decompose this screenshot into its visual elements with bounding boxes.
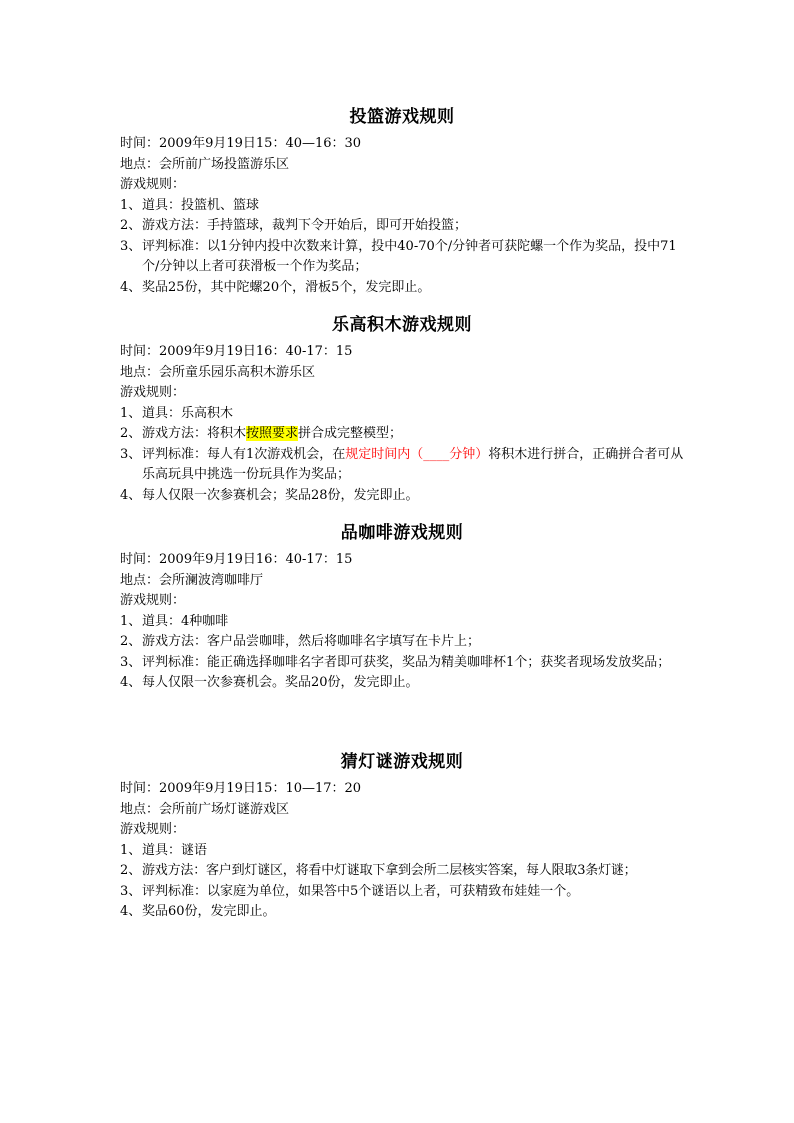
rule-item (120, 445, 690, 486)
section-lantern-riddles (120, 751, 690, 923)
rule-item (120, 861, 690, 882)
rule-text (142, 424, 690, 445)
rule-item (120, 196, 690, 217)
rule-number: 4、 (120, 279, 142, 295)
rule-text: 道具：4种咖啡 (142, 613, 229, 629)
section-title: 品咖啡游戏规则 (340, 523, 464, 543)
rule-number: 1、 (120, 197, 142, 213)
rule-number: 4、 (120, 904, 142, 919)
rule-text (142, 445, 690, 486)
rule-text: 每人仅限一次参赛机会；奖品28份，发完即止。 (142, 487, 419, 503)
rule-text: 游戏方法：手持篮球，裁判下令开始后，即可开始投篮； (142, 218, 468, 233)
time-line: 时间：2009年9月19日15：10—17：20 (120, 781, 362, 796)
rule-item (120, 612, 690, 633)
rule-number: 2、 (120, 426, 142, 441)
place-line: 地点：会所童乐园乐高积木游乐区 (120, 364, 316, 380)
section-title: 投篮游戏规则 (349, 107, 455, 127)
red-text: 规定时间内（____分钟） (345, 446, 489, 462)
rule-item (120, 278, 690, 299)
rule-item (120, 486, 690, 507)
rule-item (120, 216, 690, 237)
time-line: 时间：2009年9月19日16：40-17：15 (120, 552, 353, 567)
section-basketball (120, 106, 690, 298)
place-line: 地点：会所前广场投篮游乐区 (120, 156, 290, 172)
rule-number: 3、 (120, 238, 142, 254)
rule-number: 3、 (120, 883, 142, 899)
rules-label: 游戏规则： (120, 385, 186, 400)
rule-number: 2、 (120, 634, 142, 649)
time-line: 时间：2009年9月19日15：40—16：30 (120, 136, 362, 151)
place-line: 地点：会所前广场灯谜游戏区 (120, 801, 290, 817)
rules-label: 游戏规则： (120, 822, 186, 837)
rule-number: 3、 (120, 446, 142, 462)
rule-item (120, 673, 690, 694)
rule-text: 道具：谜语 (142, 842, 208, 858)
rule-item (120, 882, 690, 903)
rule-number: 2、 (120, 218, 142, 233)
rule-number: 4、 (120, 487, 142, 503)
rule-number: 3、 (120, 654, 142, 670)
section-title: 乐高积木游戏规则 (332, 315, 472, 335)
rule-item (120, 632, 690, 653)
rule-text: 游戏方法：客户品尝咖啡，然后将咖啡名字填写在卡片上； (142, 634, 481, 649)
section-title: 猜灯谜游戏规则 (340, 752, 464, 772)
section-coffee (120, 522, 690, 694)
section-lego (120, 314, 690, 506)
rules-label: 游戏规则： (120, 177, 186, 192)
highlighted-text: 按照要求 (246, 426, 299, 441)
rule-number: 1、 (120, 613, 142, 629)
rule-number: 1、 (120, 405, 142, 421)
rule-item (120, 841, 690, 862)
rule-text: 游戏方法：客户到灯谜区，将看中灯谜取下拿到会所二层核实答案，每人限取3条灯谜； (142, 863, 637, 878)
rule-item (120, 424, 690, 445)
rule-text: 评判标准：以家庭为单位，如果答中5个谜语以上者，可获精致布娃娃一个。 (142, 883, 580, 899)
rule-number: 2、 (120, 863, 142, 878)
rule-number: 4、 (120, 675, 142, 690)
rule-text: 评判标准：以1分钟内投中次数来计算，投中40-70个/分钟者可获陀螺一个作为奖品，投中71个/分钟以上者可获滑板一个作为奖品； (142, 238, 677, 274)
rule-text: 评判标准：能正确选择咖啡名字者即可获奖，奖品为精美咖啡杯1个；获奖者现场发放奖品； (142, 654, 671, 670)
rule-item (120, 653, 690, 674)
rule-text: 每人仅限一次参赛机会。奖品20份，发完即止。 (142, 675, 419, 690)
rule-text: 道具：乐高积木 (142, 405, 234, 421)
time-line: 时间：2009年9月19日16：40-17：15 (120, 344, 353, 359)
rule-text: 奖品60份，发完即止。 (142, 904, 276, 919)
rule-text-part: 评判标准：每人有1次游戏机会，在 (142, 446, 346, 462)
rules-label: 游戏规则： (120, 593, 186, 608)
rule-text-part: 游戏方法：将积木 (142, 426, 247, 441)
rule-item (120, 404, 690, 425)
rule-text: 奖品25份，其中陀螺20个，滑板5个，发完即止。 (142, 279, 431, 295)
rule-text-part: 将积木进行拼合，正确拼合者可从乐高玩具中挑选一份玩具作为奖品； (142, 446, 684, 482)
rule-text: 道具：投篮机、篮球 (142, 197, 260, 213)
rule-number: 1、 (120, 842, 142, 858)
place-line: 地点：会所澜波湾咖啡厅 (120, 572, 264, 588)
rule-text-part: 拼合成完整模型； (298, 426, 403, 441)
rule-item (120, 237, 690, 278)
rule-item (120, 902, 690, 923)
